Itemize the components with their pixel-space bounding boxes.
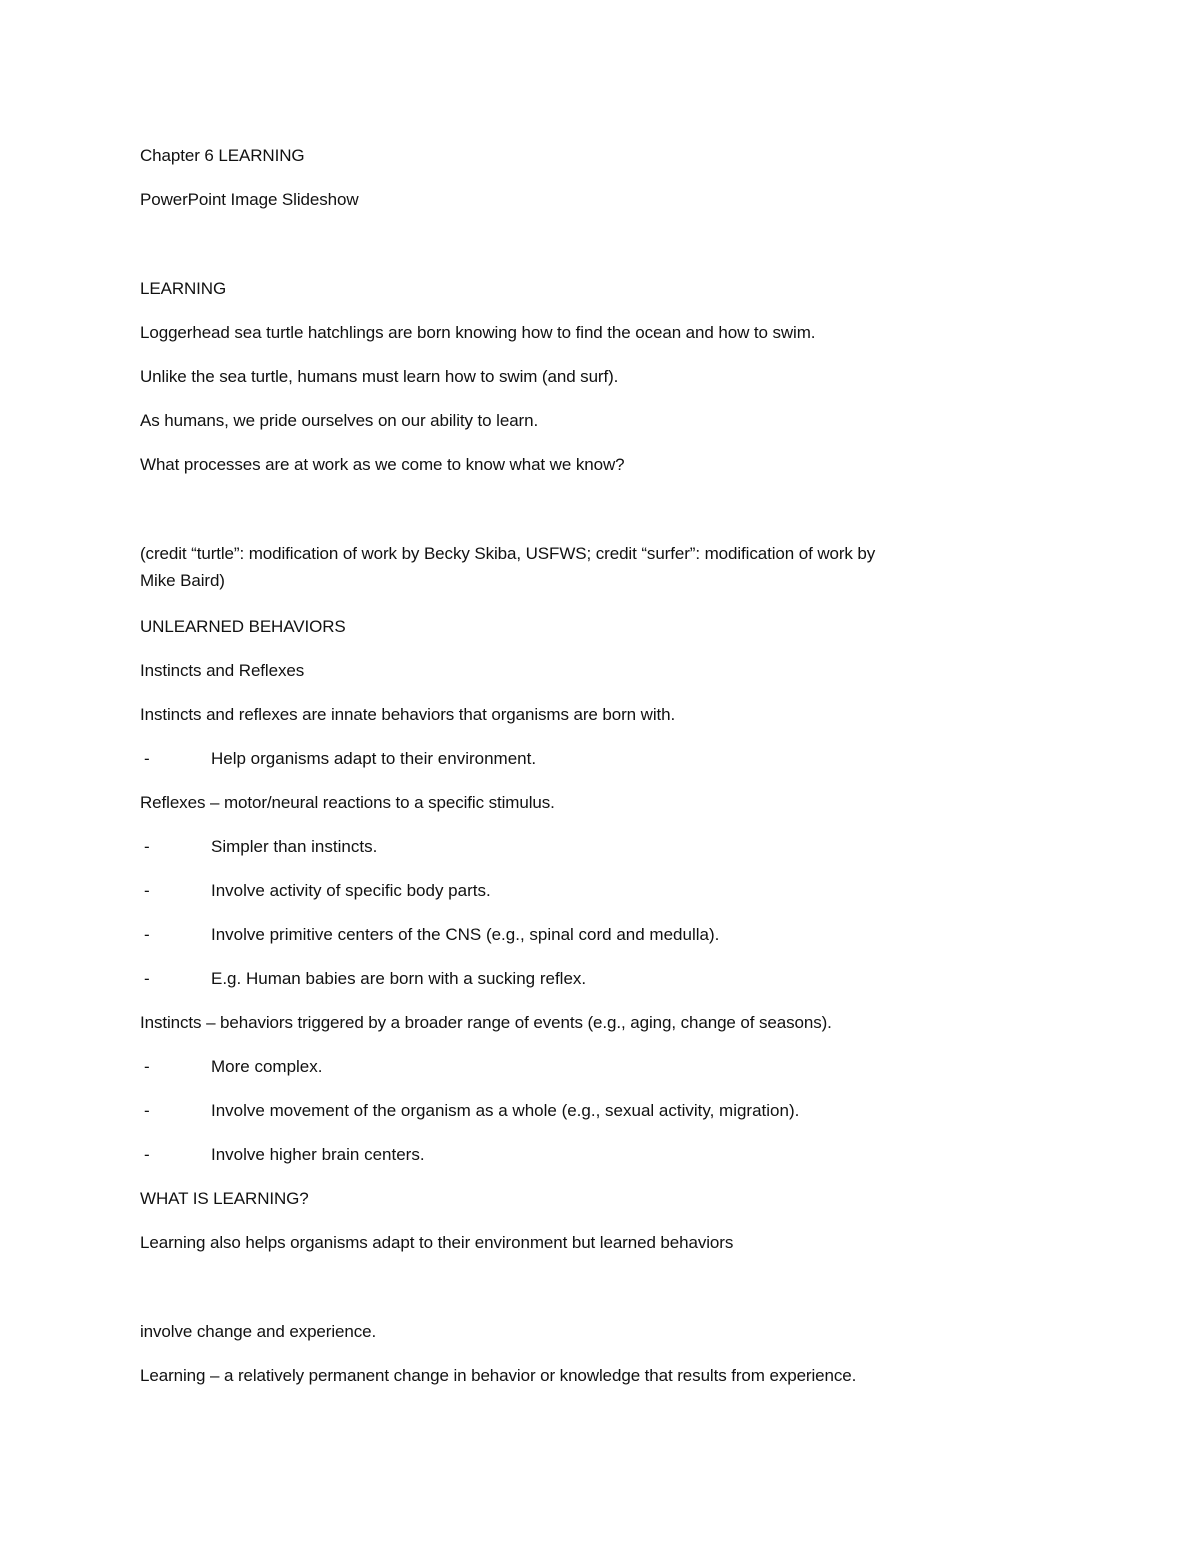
bullet-dash: - [144, 1057, 150, 1076]
section-heading-what-is-learning: WHAT IS LEARNING? [140, 1189, 309, 1208]
bullet-dash: - [144, 925, 150, 944]
list-item-text: Involve movement of the organism as a whole (e.g., sexual activity, migration). [211, 1101, 800, 1120]
list-item-text: Involve higher brain centers. [211, 1145, 425, 1164]
learning-definition: Learning – a relatively permanent change in behavior or knowledge that results from experience. [140, 1366, 857, 1385]
list-item-text: More complex. [211, 1057, 323, 1076]
image-credit-continued: Mike Baird) [140, 571, 225, 590]
paragraph: Unlike the sea turtle, humans must learn how to swim (and surf). [140, 367, 619, 386]
paragraph: What processes are at work as we come to know what we know? [140, 455, 625, 474]
list-item-text: Involve primitive centers of the CNS (e.g., spinal cord and medulla). [211, 925, 720, 944]
instincts-definition: Instincts – behaviors triggered by a broader range of events (e.g., aging, change of seasons). [140, 1013, 832, 1032]
reflexes-definition: Reflexes – motor/neural reactions to a specific stimulus. [140, 793, 555, 812]
bullet-dash: - [144, 1145, 150, 1164]
section-heading-learning: LEARNING [140, 279, 227, 298]
document-title: Chapter 6 LEARNING [140, 146, 305, 165]
bullet-dash: - [144, 1101, 150, 1120]
list-item-text: Help organisms adapt to their environment. [211, 749, 537, 768]
paragraph: As humans, we pride ourselves on our ability to learn. [140, 411, 539, 430]
bullet-dash: - [144, 837, 150, 856]
list-item-text: Involve activity of specific body parts. [211, 881, 491, 900]
bullet-dash: - [144, 749, 150, 768]
document-subtitle: PowerPoint Image Slideshow [140, 190, 359, 209]
paragraph: Learning also helps organisms adapt to their environment but learned behaviors [140, 1233, 734, 1252]
section-heading-unlearned-behaviors: UNLEARNED BEHAVIORS [140, 617, 346, 636]
image-credit: (credit “turtle”: modification of work by Becky Skiba, USFWS; credit “surfer”: modification of work by [140, 544, 876, 563]
paragraph: Loggerhead sea turtle hatchlings are born knowing how to find the ocean and how to swim. [140, 323, 816, 342]
paragraph: involve change and experience. [140, 1322, 377, 1341]
bullet-dash: - [144, 969, 150, 988]
subheading-instincts-reflexes: Instincts and Reflexes [140, 661, 305, 680]
paragraph: Instincts and reflexes are innate behaviors that organisms are born with. [140, 705, 676, 724]
bullet-dash: - [144, 881, 150, 900]
list-item-text: Simpler than instincts. [211, 837, 378, 856]
list-item-text: E.g. Human babies are born with a sucking reflex. [211, 969, 587, 988]
